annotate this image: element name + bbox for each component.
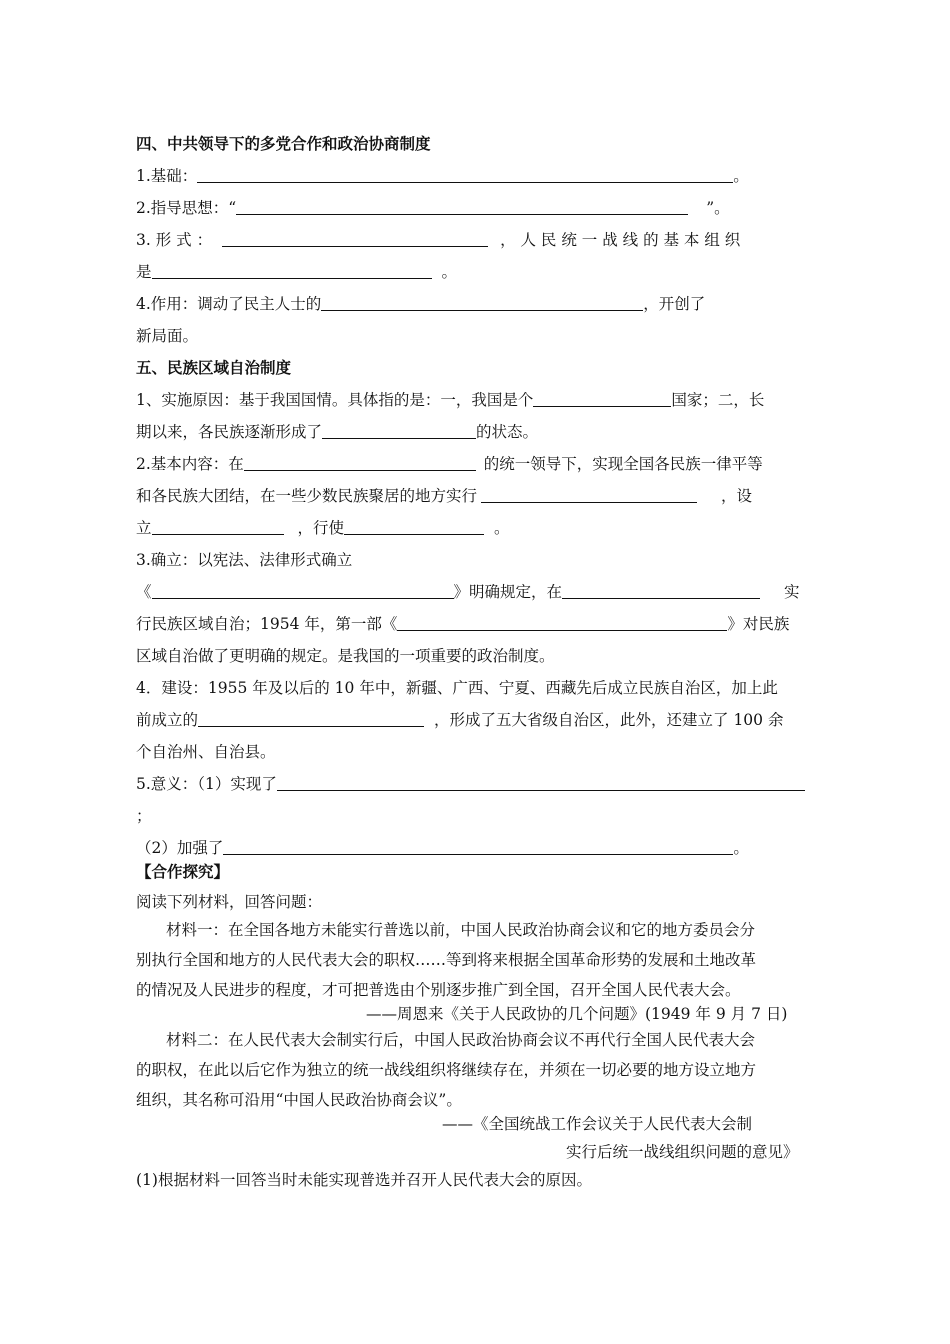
question-1: (1)根据材料一回答当时未能实现普选并召开人民代表大会的原因。 (136, 1171, 592, 1189)
blank-field[interactable] (152, 519, 284, 535)
section5-build-line1: 4．建设：1955 年及以后的 10 年中，新疆、广西、宁夏、西藏先后成立民族自治区，加上此 (136, 679, 778, 697)
section5-establish-line1: 3.确立：以宪法、法律形式确立 (136, 551, 353, 569)
blank-field[interactable] (198, 711, 424, 727)
section4-item4: 4.作用：调动了民主人士的 ，开创了 (136, 295, 706, 313)
section5-build-line2: 前成立的 ，形成了五大省级自治区，此外，还建立了 100 余 (136, 711, 784, 729)
material2-source-line1: ——《全国统战工作会议关于人民代表大会制 (442, 1115, 753, 1133)
section5-establish-line3: 行民族区域自治；1954 年，第一部《 》对民族 (136, 615, 790, 633)
section5-establish-line2: 《 》明确规定，在 实 (136, 583, 800, 601)
section5-meaning-line2: ； (136, 807, 152, 825)
cooperation-title: 【合作探究】 (136, 862, 230, 881)
section4-title: 四、中共领导下的多党合作和政治协商制度 (136, 134, 431, 153)
section5-meaning-line1: 5.意义：（1）实现了 (136, 774, 805, 794)
section5-meaning-line3: （2）加强了 。 (136, 839, 749, 857)
material2-line1: 材料二：在人民代表大会制实行后，中国人民政治协商会议不再代行全国人民代表大会 (166, 1031, 756, 1049)
section4-item4-cont: 新局面。 (136, 327, 199, 345)
blank-field[interactable] (223, 839, 733, 855)
section5-title: 五、民族区域自治制度 (136, 358, 292, 377)
material2-line2: 的职权，在此以后它作为独立的统一战线组织将继续存在，并须在一切必要的地方设立地方 (136, 1061, 757, 1079)
blank-field[interactable] (244, 455, 476, 471)
material1-line2: 别执行全国和地方的人民代表大会的职权……等到将来根据全国革命形势的发展和土地改革 (136, 951, 757, 969)
blank-field[interactable] (533, 391, 671, 407)
material1-source: ——周恩来《关于人民政协的几个问题》(1949 年 9 月 7 日) (366, 1005, 788, 1023)
blank-field[interactable] (562, 583, 760, 599)
section5-reason-line1: 1、实施原因：基于我国国情。具体指的是：一，我国是个 国家；二，长 (136, 391, 765, 409)
material1-line1: 材料一：在全国各地方未能实行普选以前，中国人民政治协商会议和它的地方委员会分 (166, 921, 756, 939)
section5-reason-line2: 期以来，各民族逐渐形成了 的状态。 (136, 423, 539, 441)
blank-field[interactable] (152, 263, 432, 279)
section5-content-line2: 和各民族大团结，在一些少数民族聚居的地方实行 ，设 (136, 487, 753, 505)
blank-field[interactable] (152, 583, 454, 599)
section5-content-line3: 立 ，行使 。 (136, 519, 510, 537)
section5-build-line3: 个自治州、自治县。 (136, 743, 276, 761)
section4-item3: 3. 形 式 ： ， 人 民 统 一 战 线 的 基 本 组 织 (136, 231, 741, 249)
blank-field[interactable] (222, 231, 488, 247)
blank-field[interactable] (397, 615, 727, 631)
section5-content-line1: 2.基本内容：在 的统一领导下，实现全国各民族一律平等 (136, 455, 763, 473)
section5-establish-line4: 区域自治做了更明确的规定。是我国的一项重要的政治制度。 (136, 647, 555, 665)
blank-field[interactable] (277, 775, 805, 791)
section4-item3-cont: 是 。 (136, 263, 458, 281)
cooperation-intro: 阅读下列材料，回答问题： (136, 893, 323, 911)
material1-line3: 的情况及人民进步的程度，才可把普选由个别逐步推广到全国，召开全国人民代表大会。 (136, 981, 741, 999)
blank-field[interactable] (236, 199, 688, 215)
blank-field[interactable] (322, 423, 476, 439)
material2-line3: 组织，其名称可沿用“中国人民政治协商会议”。 (136, 1091, 462, 1109)
section4-item1: 1.基础： 。 (136, 167, 749, 185)
blank-field[interactable] (344, 519, 484, 535)
section4-item2: 2.指导思想：“ ”。 (136, 199, 730, 217)
blank-field[interactable] (197, 167, 733, 183)
blank-field[interactable] (481, 487, 697, 503)
blank-field[interactable] (321, 295, 643, 311)
material2-source-line2: 实行后统一战线组织问题的意见》 (566, 1143, 799, 1161)
